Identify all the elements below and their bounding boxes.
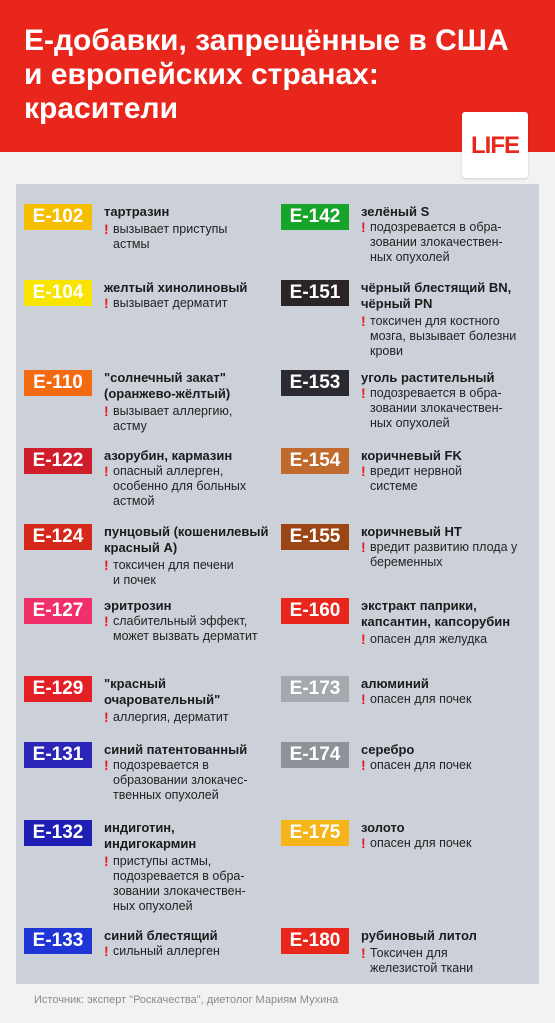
- additive-code-badge: Е-131: [24, 742, 92, 768]
- additive-code-badge: Е-173: [281, 676, 349, 702]
- warning-mark: !: [361, 463, 366, 479]
- additive-code-badge: Е-102: [24, 204, 92, 230]
- warning-mark: !: [104, 943, 109, 959]
- additive-name: уголь растительный: [361, 370, 495, 385]
- warning-mark: !: [104, 853, 109, 869]
- warning-mark: !: [104, 557, 109, 573]
- additive-name: азорубин, кармазин: [104, 448, 233, 463]
- additive-name: пунцовый (кошенилевый красный А): [104, 524, 269, 555]
- additive-code-badge: Е-110: [24, 370, 92, 396]
- warning-text: вызывает аллергию, астму: [113, 404, 233, 433]
- warning-text: подозревается в обра- зовании злокачествен- ных опухолей: [370, 386, 503, 430]
- additive-warning: [104, 404, 280, 434]
- warning-text: сильный аллерген: [113, 944, 220, 958]
- warning-mark: !: [361, 945, 366, 961]
- additive-code-badge: Е-174: [281, 742, 349, 768]
- life-logo: [462, 112, 528, 178]
- warning-mark: !: [104, 403, 109, 419]
- additive-name: коричневый FK: [361, 448, 462, 463]
- additive-code-badge: Е-127: [24, 598, 92, 624]
- additive-name: "солнечный закат" (оранжево-жёлтый): [104, 370, 231, 401]
- additive-name: эритрозин: [104, 598, 172, 613]
- additive-warning: [361, 386, 537, 431]
- additive-name: синий блестящий: [104, 928, 218, 943]
- additive-warning: [361, 758, 537, 773]
- warning-text: токсичен для костного мозга, вызывает болезни крови: [370, 314, 517, 358]
- additive-code-badge: Е-155: [281, 524, 349, 550]
- additive-code-badge: Е-151: [281, 280, 349, 306]
- additive-name: серебро: [361, 742, 415, 757]
- additive-name: тартразин: [104, 204, 170, 219]
- additive-warning: [361, 314, 537, 359]
- additive-name: коричневый HT: [361, 524, 462, 539]
- additive-code-badge: Е-133: [24, 928, 92, 954]
- warning-text: Токсичен для железистой ткани: [370, 946, 474, 975]
- additive-warning: [361, 220, 537, 265]
- warning-mark: !: [104, 463, 109, 479]
- warning-mark: !: [104, 613, 109, 629]
- warning-mark: !: [104, 221, 109, 237]
- warning-mark: !: [361, 631, 366, 647]
- additives-panel: [16, 184, 539, 984]
- additive-name: рубиновый литол: [361, 928, 477, 943]
- warning-text: опасен для почек: [370, 836, 472, 850]
- warning-text: слабительный эффект, может вызвать дерматит: [113, 614, 258, 643]
- logo-text: LIFE: [471, 132, 519, 159]
- additive-name: золото: [361, 820, 405, 835]
- warning-mark: !: [361, 539, 366, 555]
- additive-name: чёрный блестящий BN, чёрный PN: [361, 280, 512, 311]
- warning-mark: !: [361, 385, 366, 401]
- additive-name: индиготин, индигокармин: [104, 820, 197, 851]
- additive-name: алюминий: [361, 676, 429, 691]
- additive-code-badge: Е-129: [24, 676, 92, 702]
- warning-text: подозревается в обра- зовании злокачествен- ных опухолей: [370, 220, 503, 264]
- warning-text: вызывает дерматит: [113, 296, 228, 310]
- page-title: Е-добавки, запрещённые в США и европейских странах: красители: [24, 24, 509, 125]
- additive-warning: [361, 692, 537, 707]
- additive-code-badge: Е-160: [281, 598, 349, 624]
- additive-code-badge: Е-153: [281, 370, 349, 396]
- additive-warning: [104, 614, 280, 644]
- warning-text: вызывает приступы астмы: [113, 222, 228, 251]
- additive-name: желтый хинолиновый: [104, 280, 248, 295]
- source-note: Источник: эксперт "Роскачества", диетолог Мариям Мухина: [34, 994, 339, 1006]
- warning-mark: !: [361, 835, 366, 851]
- warning-mark: !: [361, 313, 366, 329]
- additive-code-badge: Е-124: [24, 524, 92, 550]
- warning-mark: !: [104, 709, 109, 725]
- warning-mark: !: [361, 219, 366, 235]
- warning-text: опасен для почек: [370, 758, 472, 772]
- warning-text: подозревается в образовании злокачес- твенных опухолей: [113, 758, 248, 802]
- additive-warning: [104, 944, 280, 959]
- additive-warning: [104, 296, 280, 311]
- additive-warning: [104, 222, 280, 252]
- additive-warning: [104, 758, 280, 803]
- additive-code-badge: Е-142: [281, 204, 349, 230]
- warning-text: аллергия, дерматит: [113, 710, 229, 724]
- additive-name: зелёный S: [361, 204, 430, 219]
- warning-text: опасен для желудка: [370, 632, 488, 646]
- additive-warning: [104, 464, 280, 509]
- warning-text: вредит развитию плода у беременных: [370, 540, 518, 569]
- additive-code-badge: Е-132: [24, 820, 92, 846]
- additive-code-badge: Е-122: [24, 448, 92, 474]
- additive-name: синий патентованный: [104, 742, 248, 757]
- warning-mark: !: [361, 757, 366, 773]
- additive-warning: [361, 836, 537, 851]
- additive-warning: [361, 632, 537, 647]
- warning-text: токсичен для печени и почек: [113, 558, 234, 587]
- warning-text: опасный аллерген, особенно для больных астмой: [113, 464, 247, 508]
- additive-warning: [361, 540, 537, 570]
- additive-warning: [104, 854, 280, 914]
- warning-mark: !: [104, 757, 109, 773]
- additive-code-badge: Е-180: [281, 928, 349, 954]
- warning-mark: !: [361, 691, 366, 707]
- additive-warning: [361, 946, 537, 976]
- additive-code-badge: Е-104: [24, 280, 92, 306]
- warning-text: вредит нервной системе: [370, 464, 463, 493]
- additive-code-badge: Е-175: [281, 820, 349, 846]
- warning-text: приступы астмы, подозревается в обра- зовании злокачествен- ных опухолей: [113, 854, 246, 913]
- additive-warning: [104, 558, 280, 588]
- additive-name: экстракт паприки, капсантин, капсорубин: [361, 598, 511, 629]
- warning-text: опасен для почек: [370, 692, 472, 706]
- additive-code-badge: Е-154: [281, 448, 349, 474]
- additive-warning: [104, 710, 280, 725]
- additive-warning: [361, 464, 537, 494]
- warning-mark: !: [104, 295, 109, 311]
- additive-name: "красный очаровательный": [104, 676, 221, 707]
